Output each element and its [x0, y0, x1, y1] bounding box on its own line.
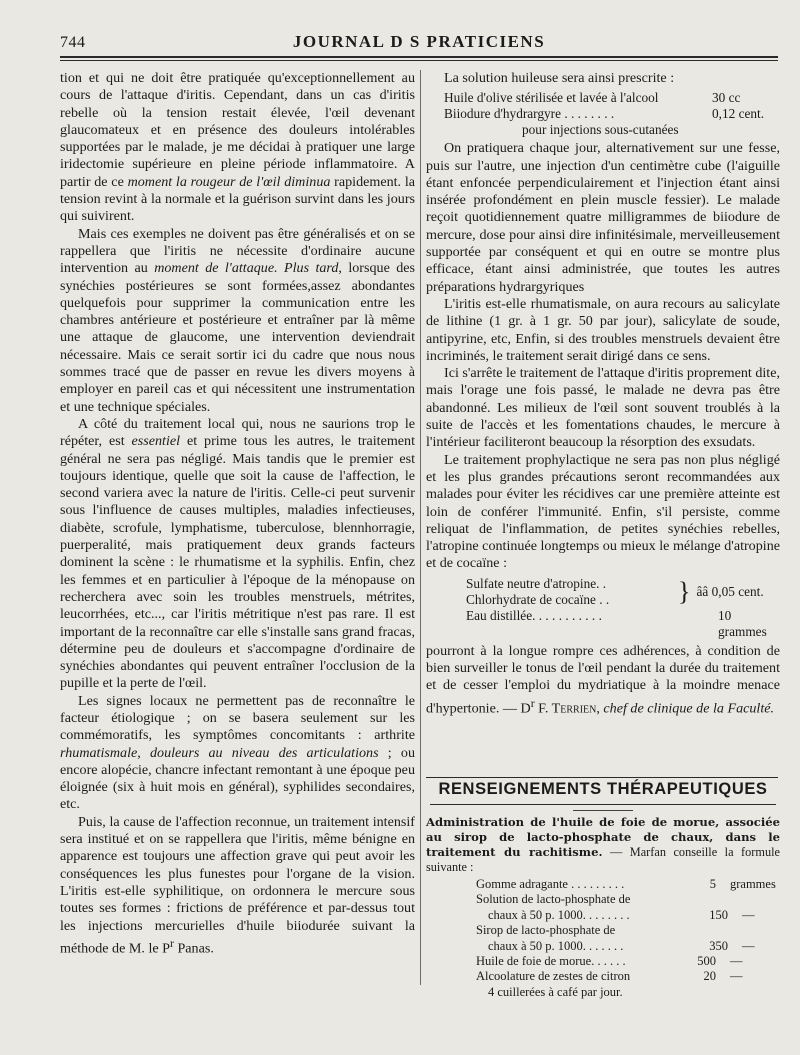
section-mini-rule: [573, 810, 633, 811]
paragraph: L'iritis est-elle rhumatismale, on aura recours au salicylate de lithine (1 gr. à 1 gr. 50 par jour), salicylate de soude, antipyrine, etc, Enfin, si des troubles menstruels devaient être incriminés, le traitement serait dirigé dans ce sens.: [426, 295, 780, 364]
recipe-row: Huile de foie de morue. . . . . . 500 —: [476, 954, 743, 969]
paragraph: Les signes locaux ne permettent pas de reconnaître le facteur étiologique ; on se basera seulement sur les commémoratifs, les symptômes concomitants : arthrite rhumatismale, douleurs au niveau des articulations ; ou encore alopécie, chancre infectant remontant à une époque peu éloignée (six à huit mois en général), syphilides secondaires, etc.: [60, 692, 415, 813]
brace-symbol: }: [678, 576, 691, 606]
right-column: [426, 70, 780, 718]
formula-row: Eau distillée. . . . . . . . . . . 10 grammes: [466, 607, 767, 639]
formula-note: pour injections sous-cutanées: [522, 122, 679, 138]
recipe-row: chaux à 50 p. 1000. . . . . . . 350 —: [488, 938, 755, 953]
recipe-table: [426, 877, 780, 1000]
section-rule: [426, 777, 778, 778]
journal-title: JOURNAL D S PRATICIENS: [292, 32, 546, 51]
section-rule: [430, 804, 776, 805]
formula-brace-group: [426, 576, 780, 608]
paragraph: Puis, la cause de l'affection reconnue, un traitement intensif sera institué et on se rappellera que l'iritis, même bénigne en apparence est toujours une affection grave qui peut avoir les conséquences les plus funestes pour l'organe de la vision. L'iritis est-elle syphilitique, on ordonnera le mercure sous toutes ses formes : frictions de préférence et par-dessus tout les injections mercurielles d'huile biiodurée suivant la méthode de M. le $P^r$ Panas.: [60, 813, 415, 957]
paragraph: tion et qui ne doit être pratiquée qu'exceptionnellement au cours de l'attaque d'iritis. Cependant, dans un cas d'iritis rebelle où la tension restait élevée, l'œil devenant glaucomateux et en présence des douleurs intolérables supportées par le malade, je me décidai à pratiquer une large iridectomie supérieure en pleine période inflammatoire. A partir de ce moment la rougeur de l'œil diminua rapidement. la tension revint à la normale et la guérison survint dans les jours qui suivirent.: [60, 70, 415, 225]
formula-row: Huile d'olive stérilisée et lavée à l'alcool 30 cc: [444, 90, 741, 106]
formula-row: Biiodure d'hydrargyre . . . . . . . . 0,12 cent.: [444, 106, 765, 122]
header-rule: [60, 56, 778, 58]
paragraph: Le traitement prophylactique ne sera pas non plus négligé et les plus grandes précautions seront recommandées aux malades pour éviter les récidives car une première atteinte est loin de conférer l'immunité. Enfin, s'il persiste, comme reliquat de l'inflammation, de petites synéchies rebelles, l'atropine continuée longtemps ou mieux le mélange d'atropine et de cocaïne :: [426, 451, 780, 572]
recipe-row: chaux à 50 p. 1000. . . . . . . . 150 —: [488, 907, 755, 922]
paragraph: La solution huileuse sera ainsi prescrite :: [444, 70, 675, 86]
paragraph: A côté du traitement local qui, nous ne saurions trop le répéter, est essentiel et prime tous les autres, le traitement général ne sera pas négligé. Mais tandis que le premier est toujours identique, quelle que soit la cause de l'affection, le second variera avec la nature de l'iritis. Celle-ci peut survenir sous l'influence de causes multiples, maladies infectieuses, diabète, scrofule, lymphatisme, tuberculose, blennhorragie, puerperalité, mais pratiquement deux grands facteurs dominent la scène : le rhumatisme et la syphilis. Enfin, chez les femmes et en particulier à l'époque de la ménopause on recherchera avec soin les troubles menstruels, métrites, leucorrhées, etc..., car l'iritis métritique n'est pas rare. Il est important de la reconnaître car elle s'installe sans grand fracas, détermine peu de douleurs et s'accompagne d'ordinaire de synéchies abondantes qui peuvent entraîner l'occlusion de la pupille et la perte de l'œil.: [60, 415, 416, 692]
page-number: 744: [60, 34, 86, 51]
left-column: [60, 70, 415, 958]
paragraph: Ici s'arrête le traitement de l'attaque d'iritis proprement dite, mais l'orage une fois passé, le malade ne devra pas être abandonné. Les milieux de l'œil sont souvent troublés à la suite de l'accès et les fomentations chaudes, le mercure à l'intérieur faciliteront beaucoup la résorption des exsudats.: [426, 365, 780, 451]
prescription-formula: [426, 576, 780, 640]
recipe-row: Sirop de lacto-phosphate de: [476, 923, 616, 938]
recipe-row: Gomme adragante . . . . . . . . . 5 grammes: [476, 877, 776, 891]
formula-row: Chlorhydrate de cocaïne . .: [466, 591, 610, 607]
paragraph: On pratiquera chaque jour, alternativement sur une fesse, puis sur l'autre, une injection d'un centimètre cube (l'aiguille étant enfoncée perpendiculairement et l'injection étant ainsi insérée profondément en plein muscle fessier). Le malade reçoit quotidiennement quatre milligrammes de biiodure de mercure, dose pour ainsi dire infinitésimale, merveilleusement supportée par conséquent et qui en outre se montre plus efficace, étant ainsi administrée, que toutes les autres préparations hydrargyriques: [426, 140, 780, 295]
paragraph: pourront à la longue rompre ces adhérences, à condition de bien surveiller le tonus de l'œil pendant la durée du traitement et de cesser l'emploi du mydriatique à la moindre menace d'hypertonie. — $D^r$ F. Terrien, chef de clinique de la Faculté.: [426, 642, 780, 717]
recipe-row: Solution de lacto-phosphate de: [476, 892, 631, 907]
paragraph: Mais ces exemples ne doivent pas être généralisés et on se rappellera que l'iritis ne nécessite d'ordinaire aucune intervention au moment de l'attaque. Plus tard, lorsque des synéchies postérieures se sont formées,assez abondantes quelquefois pour supprimer la communication entre les chambres antérieure et postérieure et entraîner par là même une attaque de glaucome, une intervention deviendrait nécessaire. Mais ce serait sortir ici du cadre que nous nous sommes tracé que de passer en revue les divers moyens à employer en pareil cas et qui nécessitent une instrumentation et une technique spéciales.: [60, 225, 415, 415]
recipe-note: 4 cuillerées à café par jour.: [488, 984, 623, 999]
recipe-row: Alcoolature de zestes de citron 20 —: [476, 969, 743, 984]
column-divider: [420, 70, 421, 985]
formula-row: Sulfate neutre d'atropine. .: [466, 575, 607, 591]
section-title: RENSEIGNEMENTS THÉRAPEUTIQUES: [438, 780, 768, 798]
header-rule-thin: [60, 60, 778, 61]
prescription-formula: [426, 90, 780, 138]
therapeutic-recipe: [426, 815, 780, 1000]
recipe-intro: Administration de l'huile de foie de morue, associée au sirop de lacto-phosphate de chaux, dans le traitement du rachitisme. — Marfan conseille la formule suivante :: [426, 815, 780, 874]
author-name: F. Terrien,: [534, 700, 600, 717]
formula-qty: ââ 0,05 cent.: [696, 583, 764, 599]
